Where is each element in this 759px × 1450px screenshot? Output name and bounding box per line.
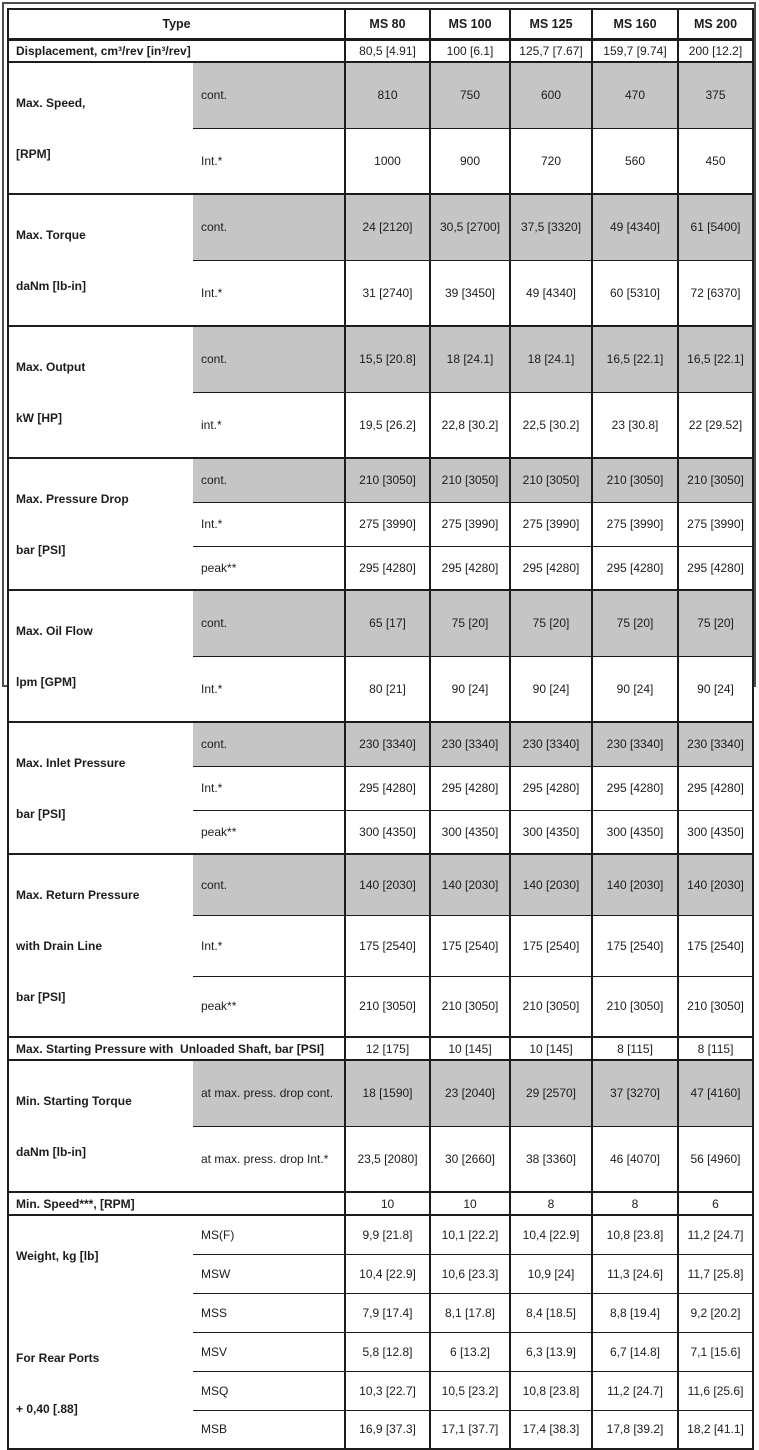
spec-cell: 49 [4340] <box>510 260 592 326</box>
spec-cell: 23,5 [2080] <box>345 1126 430 1192</box>
spec-cell: 450 <box>678 128 753 194</box>
spec-cell: 230 [3340] <box>592 722 678 766</box>
spec-cell: 140 [2030] <box>678 854 753 915</box>
spec-cell: 470 <box>592 62 678 128</box>
spec-cell: 230 [3340] <box>430 722 510 766</box>
spec-cell: 140 [2030] <box>592 854 678 915</box>
row-displacement <box>8 39 753 62</box>
group-label-oil-flow <box>8 590 193 722</box>
condition-label: Int.* <box>193 766 345 810</box>
spec-cell: 37,5 [3320] <box>510 194 592 260</box>
spec-cell: 210 [3050] <box>430 976 510 1037</box>
spec-cell: 23 [30.8] <box>592 392 678 458</box>
row-max-speed-cont <box>8 62 753 128</box>
spec-cell: 210 [3050] <box>510 458 592 502</box>
spec-cell: 75 [20] <box>592 590 678 656</box>
condition-label: at max. press. drop Int.* <box>193 1126 345 1192</box>
spec-cell: 10,9 [24] <box>510 1254 592 1293</box>
variant-label: MS(F) <box>193 1215 345 1254</box>
spec-cell: 10,4 [22.9] <box>510 1215 592 1254</box>
spec-cell: 295 [4280] <box>430 546 510 590</box>
spec-cell: 175 [2540] <box>678 915 753 976</box>
spec-cell: 75 [20] <box>510 590 592 656</box>
spec-cell: 10,4 [22.9] <box>345 1254 430 1293</box>
row-max-output-cont <box>8 326 753 392</box>
spec-cell: 295 [4280] <box>510 766 592 810</box>
variant-label: MSB <box>193 1410 345 1449</box>
spec-cell: 22,8 [30.2] <box>430 392 510 458</box>
row-return-pressure-cont <box>8 854 753 915</box>
spec-table <box>7 8 754 1450</box>
condition-label: cont. <box>193 62 345 128</box>
spec-cell: 9,9 [21.8] <box>345 1215 430 1254</box>
spec-cell: 10,3 [22.7] <box>345 1371 430 1410</box>
spec-cell: 275 [3990] <box>510 502 592 546</box>
condition-label: peak** <box>193 546 345 590</box>
condition-label: cont. <box>193 194 345 260</box>
label-line-spacer <box>16 1295 193 1318</box>
spec-cell: 8 [115] <box>592 1037 678 1060</box>
spec-cell: 11,7 [25.8] <box>678 1254 753 1293</box>
spec-cell: 72 [6370] <box>678 260 753 326</box>
spec-cell: 11,6 [25.6] <box>678 1371 753 1410</box>
spec-cell: 37 [3270] <box>592 1060 678 1126</box>
condition-label: int.* <box>193 392 345 458</box>
spec-cell: 6,3 [13.9] <box>510 1332 592 1371</box>
label-line: bar [PSI] <box>16 989 66 1004</box>
row-inlet-pressure-cont <box>8 722 753 766</box>
spec-cell: 17,4 [38.3] <box>510 1410 592 1449</box>
row-oil-flow-cont <box>8 590 753 656</box>
group-label-weight <box>8 1215 193 1449</box>
label-line: Max. Speed, <box>16 95 86 110</box>
spec-cell: 18 [24.1] <box>430 326 510 392</box>
label-line: Min. Starting Torque <box>16 1093 132 1108</box>
spec-cell: 375 <box>678 62 753 128</box>
variant-label: MSV <box>193 1332 345 1371</box>
label-line: Max. Oil Flow <box>16 623 93 638</box>
condition-label: peak** <box>193 976 345 1037</box>
spec-cell: 295 [4280] <box>430 766 510 810</box>
condition-label: cont. <box>193 854 345 915</box>
spec-cell: 8 [115] <box>678 1037 753 1060</box>
spec-cell: 10,6 [23.3] <box>430 1254 510 1293</box>
spec-cell: 10,5 [23.2] <box>430 1371 510 1410</box>
spec-cell: 47 [4160] <box>678 1060 753 1126</box>
spec-cell: 159,7 [9.74] <box>592 39 678 62</box>
variant-label: MSQ <box>193 1371 345 1410</box>
spec-cell: 10,8 [23.8] <box>592 1215 678 1254</box>
spec-cell: 750 <box>430 62 510 128</box>
spec-cell: 8,8 [19.4] <box>592 1293 678 1332</box>
label-line: Max. Return Pressure <box>16 887 140 902</box>
spec-cell: 175 [2540] <box>510 915 592 976</box>
spec-cell: 18,2 [41.1] <box>678 1410 753 1449</box>
spec-cell: 295 [4280] <box>345 766 430 810</box>
spec-cell: 295 [4280] <box>345 546 430 590</box>
label-line: daNm [lb-in] <box>16 278 86 293</box>
spec-cell: 10 <box>345 1192 430 1215</box>
spec-cell: 1000 <box>345 128 430 194</box>
row-starting-pressure <box>8 1037 753 1060</box>
spec-cell: 60 [5310] <box>592 260 678 326</box>
row-max-torque-cont <box>8 194 753 260</box>
spec-cell: 210 [3050] <box>678 458 753 502</box>
spec-cell: 275 [3990] <box>592 502 678 546</box>
spec-cell: 275 [3990] <box>345 502 430 546</box>
spec-cell: 23 [2040] <box>430 1060 510 1126</box>
row-starting-torque-cont <box>8 1060 753 1126</box>
spec-cell: 38 [3360] <box>510 1126 592 1192</box>
label-line: Max. Output <box>16 359 86 374</box>
col-header-ms80: MS 80 <box>345 9 430 39</box>
spec-cell: 22,5 [30.2] <box>510 392 592 458</box>
spec-cell: 30,5 [2700] <box>430 194 510 260</box>
spec-cell: 300 [4350] <box>510 810 592 854</box>
row-label: Min. Speed***, [RPM] <box>8 1192 345 1215</box>
spec-cell: 5,8 [12.8] <box>345 1332 430 1371</box>
label-line: Max. Pressure Drop <box>16 491 129 506</box>
label-line: daNm [lb-in] <box>16 1144 86 1159</box>
spec-cell: 9,2 [20.2] <box>678 1293 753 1332</box>
spec-cell: 10 [145] <box>430 1037 510 1060</box>
spec-cell: 300 [4350] <box>592 810 678 854</box>
spec-cell: 90 [24] <box>430 656 510 722</box>
spec-cell: 230 [3340] <box>345 722 430 766</box>
spec-cell: 29 [2570] <box>510 1060 592 1126</box>
spec-cell: 720 <box>510 128 592 194</box>
spec-cell: 210 [3050] <box>345 976 430 1037</box>
spec-cell: 11,2 [24.7] <box>592 1371 678 1410</box>
type-column-header: Type <box>8 9 345 39</box>
condition-label: cont. <box>193 722 345 766</box>
spec-cell: 16,9 [37.3] <box>345 1410 430 1449</box>
spec-cell: 300 [4350] <box>430 810 510 854</box>
spec-cell: 140 [2030] <box>430 854 510 915</box>
spec-cell: 16,5 [22.1] <box>678 326 753 392</box>
col-header-ms100: MS 100 <box>430 9 510 39</box>
spec-cell: 230 [3340] <box>510 722 592 766</box>
spec-cell: 16,5 [22.1] <box>592 326 678 392</box>
spec-cell: 39 [3450] <box>430 260 510 326</box>
spec-cell: 10,8 [23.8] <box>510 1371 592 1410</box>
group-label-max-speed <box>8 62 193 194</box>
spec-cell: 49 [4340] <box>592 194 678 260</box>
condition-label: cont. <box>193 590 345 656</box>
spec-cell: 210 [3050] <box>345 458 430 502</box>
spec-cell: 295 [4280] <box>592 546 678 590</box>
condition-label: peak** <box>193 810 345 854</box>
spec-cell: 6 [13.2] <box>430 1332 510 1371</box>
spec-cell: 230 [3340] <box>678 722 753 766</box>
label-line: [RPM] <box>16 146 51 161</box>
spec-cell: 295 [4280] <box>592 766 678 810</box>
condition-label: Int.* <box>193 502 345 546</box>
spec-cell: 295 [4280] <box>510 546 592 590</box>
spec-cell: 65 [17] <box>345 590 430 656</box>
condition-label: cont. <box>193 458 345 502</box>
spec-cell: 22 [29.52] <box>678 392 753 458</box>
spec-cell: 80 [21] <box>345 656 430 722</box>
label-line: Weight, kg [lb] <box>16 1248 99 1263</box>
label-line: Max. Inlet Pressure <box>16 755 126 770</box>
spec-cell: 10,1 [22.2] <box>430 1215 510 1254</box>
spec-cell: 6 <box>678 1192 753 1215</box>
label-line: Max. Torque <box>16 227 86 242</box>
condition-label: Int.* <box>193 915 345 976</box>
spec-cell: 10 [145] <box>510 1037 592 1060</box>
spec-cell: 7,9 [17.4] <box>345 1293 430 1332</box>
group-label-inlet-pressure <box>8 722 193 854</box>
spec-cell: 18 [24.1] <box>510 326 592 392</box>
spec-cell: 175 [2540] <box>430 915 510 976</box>
spec-cell: 18 [1590] <box>345 1060 430 1126</box>
spec-cell: 100 [6.1] <box>430 39 510 62</box>
label-line: bar [PSI] <box>16 806 66 821</box>
spec-cell: 600 <box>510 62 592 128</box>
spec-cell: 31 [2740] <box>345 260 430 326</box>
variant-label: MSS <box>193 1293 345 1332</box>
spec-cell: 8,4 [18.5] <box>510 1293 592 1332</box>
spec-cell: 75 [20] <box>430 590 510 656</box>
label-line: + 0,40 [.88] <box>16 1401 78 1416</box>
row-weight-msf <box>8 1215 753 1254</box>
variant-label: MSW <box>193 1254 345 1293</box>
label-line: kW [HP] <box>16 410 62 425</box>
spec-cell: 46 [4070] <box>592 1126 678 1192</box>
label-line: lpm [GPM] <box>16 674 76 689</box>
col-header-ms125: MS 125 <box>510 9 592 39</box>
spec-cell: 12 [175] <box>345 1037 430 1060</box>
spec-cell: 75 [20] <box>678 590 753 656</box>
spec-cell: 8 <box>592 1192 678 1215</box>
spec-cell: 275 [3990] <box>678 502 753 546</box>
group-label-pressure-drop <box>8 458 193 590</box>
spec-cell: 80,5 [4.91] <box>345 39 430 62</box>
spec-cell: 175 [2540] <box>345 915 430 976</box>
condition-label: cont. <box>193 326 345 392</box>
condition-label: Int.* <box>193 656 345 722</box>
header-row <box>8 9 753 39</box>
group-label-max-output <box>8 326 193 458</box>
spec-cell: 210 [3050] <box>510 976 592 1037</box>
spec-cell: 11,2 [24.7] <box>678 1215 753 1254</box>
group-label-starting-torque <box>8 1060 193 1192</box>
spec-cell: 19,5 [26.2] <box>345 392 430 458</box>
spec-cell: 210 [3050] <box>592 976 678 1037</box>
spec-cell: 560 <box>592 128 678 194</box>
row-label: Max. Starting Pressure with Unloaded Shaft, bar [PSI] <box>8 1037 345 1060</box>
label-line: with Drain Line <box>16 938 103 953</box>
spec-cell: 300 [4350] <box>345 810 430 854</box>
spec-cell: 90 [24] <box>678 656 753 722</box>
spec-cell: 210 [3050] <box>592 458 678 502</box>
spec-cell: 140 [2030] <box>345 854 430 915</box>
condition-label: Int.* <box>193 260 345 326</box>
spec-cell: 6,7 [14.8] <box>592 1332 678 1371</box>
group-label-max-torque <box>8 194 193 326</box>
spec-cell: 140 [2030] <box>510 854 592 915</box>
spec-cell: 17,1 [37.7] <box>430 1410 510 1449</box>
spec-cell: 210 [3050] <box>430 458 510 502</box>
spec-cell: 10 <box>430 1192 510 1215</box>
spec-cell: 11,3 [24.6] <box>592 1254 678 1293</box>
spec-cell: 200 [12.2] <box>678 39 753 62</box>
spec-cell: 61 [5400] <box>678 194 753 260</box>
row-min-speed <box>8 1192 753 1215</box>
group-label-return-pressure <box>8 854 193 1037</box>
col-header-ms160: MS 160 <box>592 9 678 39</box>
condition-label: at max. press. drop cont. <box>193 1060 345 1126</box>
spec-cell: 210 [3050] <box>678 976 753 1037</box>
spec-cell: 30 [2660] <box>430 1126 510 1192</box>
spec-cell: 295 [4280] <box>678 546 753 590</box>
spec-cell: 295 [4280] <box>678 766 753 810</box>
spec-cell: 7,1 [15.6] <box>678 1332 753 1371</box>
spec-cell: 90 [24] <box>592 656 678 722</box>
row-label: Displacement, cm³/rev [in³/rev] <box>8 39 345 62</box>
spec-cell: 8 <box>510 1192 592 1215</box>
row-pressure-drop-cont <box>8 458 753 502</box>
spec-cell: 56 [4960] <box>678 1126 753 1192</box>
col-header-ms200: MS 200 <box>678 9 753 39</box>
spec-cell: 125,7 [7.67] <box>510 39 592 62</box>
label-line: For Rear Ports <box>16 1350 100 1365</box>
spec-cell: 900 <box>430 128 510 194</box>
condition-label: Int.* <box>193 128 345 194</box>
spec-cell: 810 <box>345 62 430 128</box>
label-line: bar [PSI] <box>16 542 66 557</box>
spec-cell: 275 [3990] <box>430 502 510 546</box>
spec-cell: 17,8 [39.2] <box>592 1410 678 1449</box>
spec-cell: 24 [2120] <box>345 194 430 260</box>
spec-cell: 175 [2540] <box>592 915 678 976</box>
spec-cell: 15,5 [20.8] <box>345 326 430 392</box>
spec-cell: 300 [4350] <box>678 810 753 854</box>
spec-cell: 90 [24] <box>510 656 592 722</box>
spec-cell: 8,1 [17.8] <box>430 1293 510 1332</box>
